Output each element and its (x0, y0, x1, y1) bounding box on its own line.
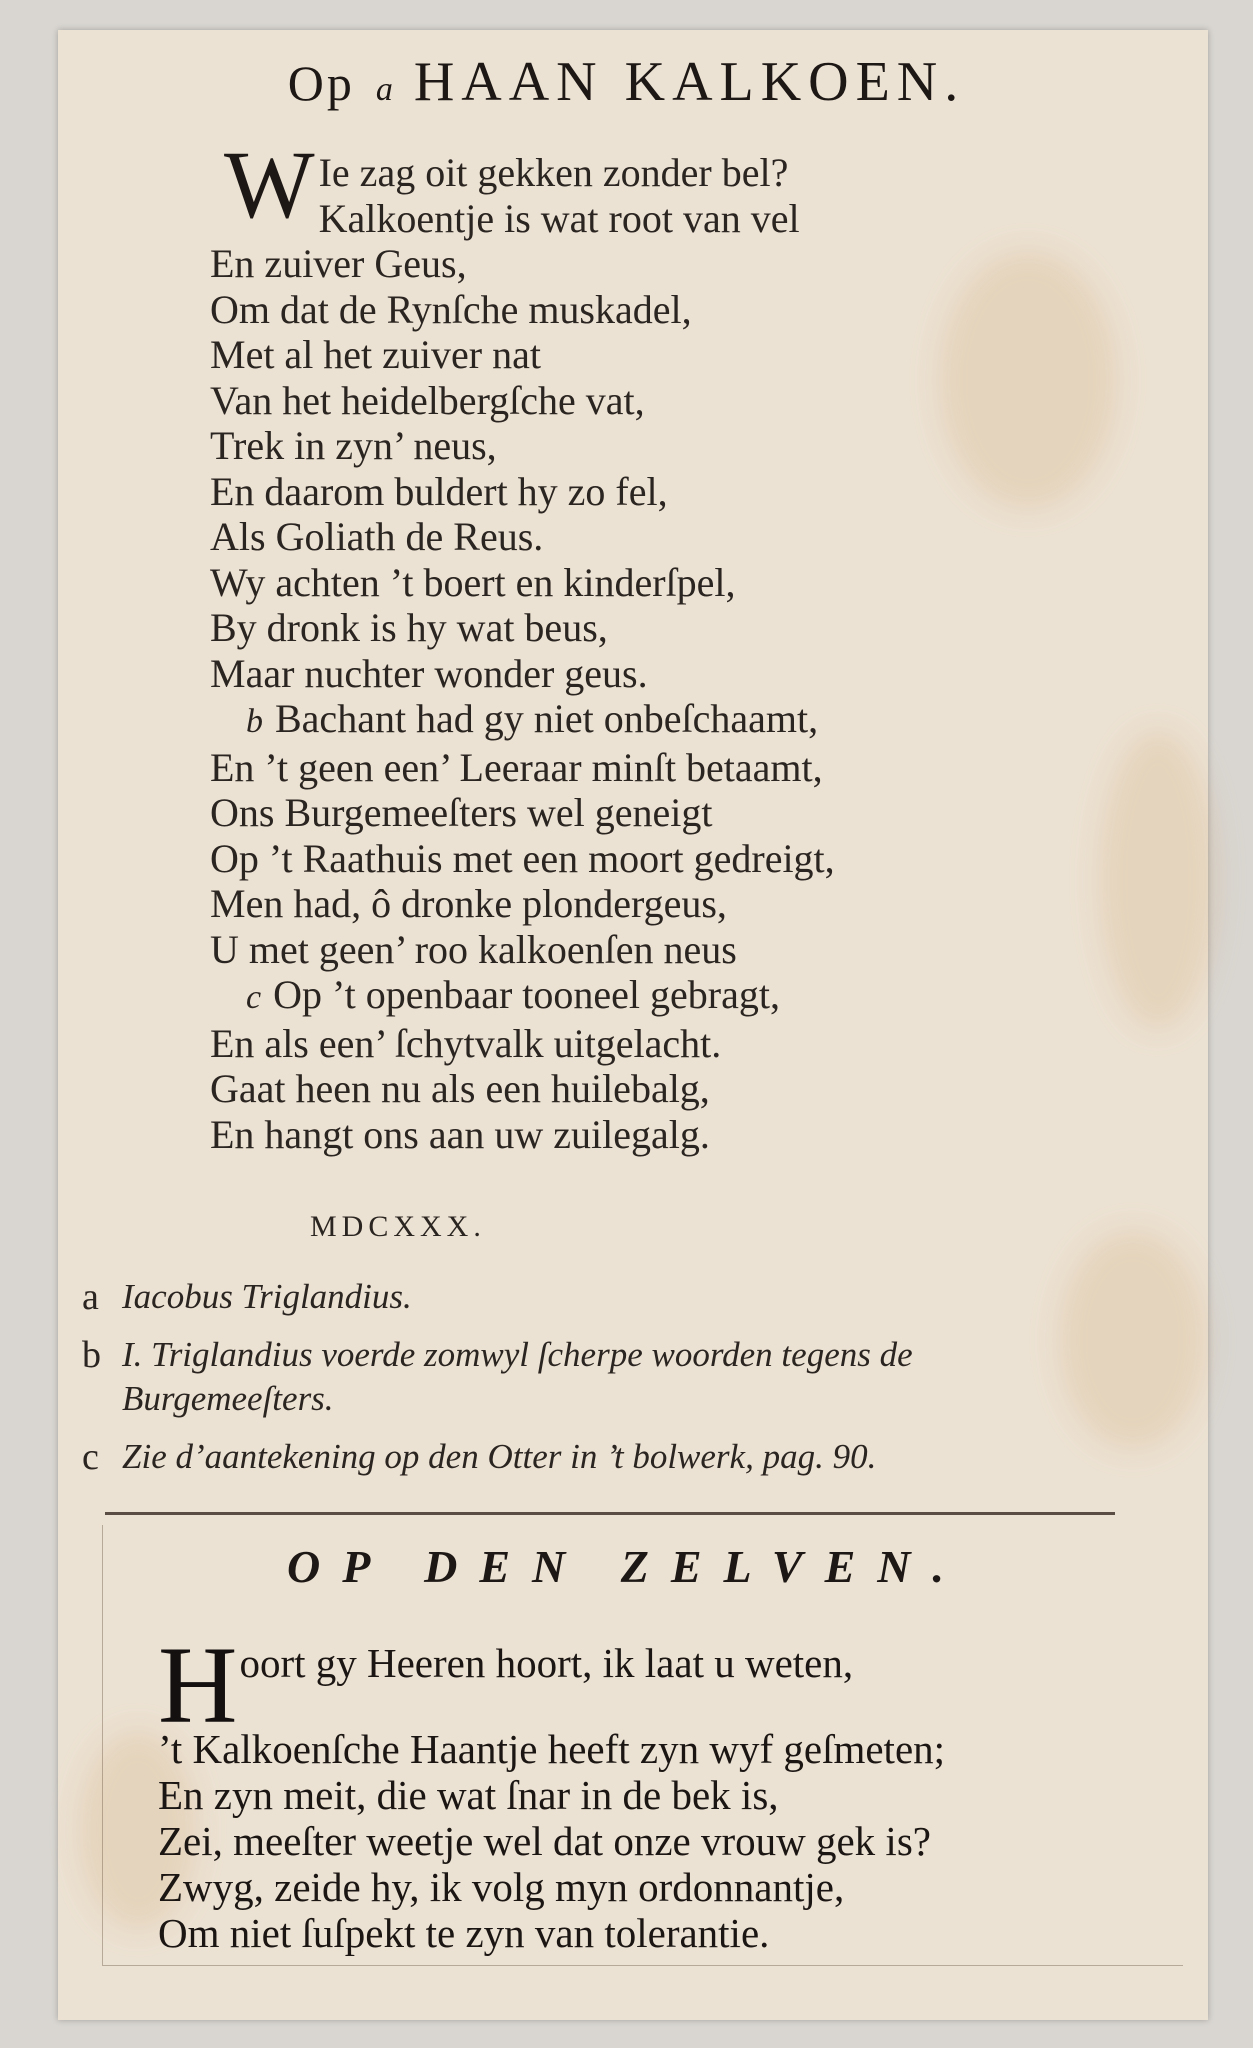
poem-line: ’t Kalkoenſche Haantje heeft zyn wyf geſmeten; (158, 1726, 946, 1772)
poem-lines (158, 1726, 1158, 1956)
footnote-text: Zie d’aantekening op den Otter in ’t bolwerk, pag. 90. (122, 1437, 877, 1476)
poem-line (210, 605, 1070, 651)
poem-line (210, 196, 1070, 242)
poem-line: Zei, meeſter weetje wel dat onze vrouw gek is? (158, 1818, 931, 1864)
poem-line-text: En zuiver Geus, (210, 241, 467, 286)
poem-line-text: Men had, ô dronke plondergeus, (210, 881, 727, 926)
poem-line (210, 651, 1070, 697)
poem-line-text: Als Goliath de Reus. (210, 514, 544, 559)
poem-line-text: oort gy Heeren hoort, ik laat u weten, (239, 1640, 854, 1686)
poem-line (210, 1112, 1070, 1158)
footnotes (82, 1275, 1132, 1493)
footnote-marker: b (246, 703, 263, 740)
title-main: HAAN KALKOEN. (413, 51, 966, 113)
footnote-marker: c (246, 979, 262, 1016)
poem-line (210, 881, 1070, 927)
poem-line-text: En daarom buldert hy zo fel, (210, 468, 668, 514)
title-note-marker: a (375, 71, 393, 108)
poem-line-text: Van het heidelbergſche vat, (210, 377, 645, 423)
poem-line-text: En hangt ons aan uw zuilegalg. (210, 1111, 710, 1157)
poem-line (158, 1624, 1158, 1746)
poem-line (210, 469, 1070, 515)
poem-line-text: En als een’ ſchytvalk uitgelacht. (210, 1020, 722, 1066)
poem-line-text: Gaat heen nu als een huilebalg, (210, 1066, 710, 1111)
poem-second (158, 1624, 1158, 1956)
poem-first (210, 131, 1070, 1157)
footnote (82, 1435, 1132, 1479)
poem-line (210, 790, 1070, 836)
foxing-stain (1098, 730, 1218, 1030)
poem-line-text: Bachant had gy niet onbeſchaamt, (275, 696, 819, 741)
footnote (82, 1275, 1132, 1319)
poem-line (210, 287, 1070, 333)
poem-line-text: Op ’t openbaar tooneel gebragt, (273, 972, 780, 1017)
page-title (0, 50, 1253, 114)
footnote-label: a (82, 1276, 99, 1318)
poem-line-text: Wy achten ’t boert en kinderſpel, (210, 559, 736, 605)
poem-line (210, 1066, 1070, 1112)
poem-line (210, 836, 1070, 882)
poem-line-text: Om dat de Rynſche muskadel, (210, 286, 692, 332)
poem-line-text: En ’t geen een’ Leeraar minſt betaamt, (210, 744, 823, 790)
poem-line-text: Trek in zyn’ neus, (210, 423, 497, 468)
poem-line: En zyn meit, die wat ſnar in de bek is, (158, 1772, 779, 1818)
footnote-text: Iacobus Triglandius. (122, 1277, 412, 1316)
poem-line (210, 972, 1070, 1021)
poem-line (210, 332, 1070, 378)
footnote (82, 1333, 1132, 1421)
section-divider (105, 1512, 1115, 1515)
poem-line: Om niet ſuſpekt te zyn van tolerantie. (158, 1910, 770, 1956)
poem-date: MDCXXX. (310, 1210, 486, 1243)
poem-line (210, 745, 1070, 791)
poem-line-text: Ons Burgemeeſters wel geneigt (210, 790, 713, 835)
poem-line-text: Met al het zuiver nat (210, 332, 541, 377)
title-prefix: Op (287, 55, 355, 111)
poem-line (210, 423, 1070, 469)
poem-line (210, 1021, 1070, 1067)
poem-line-text: By dronk is hy wat beus, (210, 605, 608, 650)
poem-line-text: Op ’t Raathuis met een moort gedreigt, (210, 835, 835, 881)
footnote-label: c (82, 1436, 99, 1478)
poem-line (210, 560, 1070, 606)
poem-line-text: Kalkoentje is wat root van vel (318, 195, 800, 241)
second-poem-title: OP DEN ZELVEN. (287, 1541, 966, 1592)
drop-cap: W (224, 131, 315, 238)
poem-lines (210, 196, 1070, 1158)
poem-line (210, 378, 1070, 424)
footnote-label: b (82, 1334, 101, 1376)
poem-line (210, 927, 1070, 973)
poem-line-text: U met geen’ roo kalkoenſen neus (210, 926, 737, 972)
drop-cap: H (158, 1624, 238, 1746)
poem-line: Zwyg, zeide hy, ik volg myn ordonnantje, (158, 1864, 845, 1910)
poem-line (210, 241, 1070, 287)
poem-line-text: Ie zag oit gekken zonder bel? (318, 150, 789, 195)
poem-line-text: Maar nuchter wonder geus. (210, 650, 648, 696)
footnote-text: I. Triglandius voerde zomwyl ſcherpe woorden tegens de Burgemeeſters. (122, 1335, 913, 1418)
poem-line (210, 514, 1070, 560)
poem-line (210, 696, 1070, 745)
